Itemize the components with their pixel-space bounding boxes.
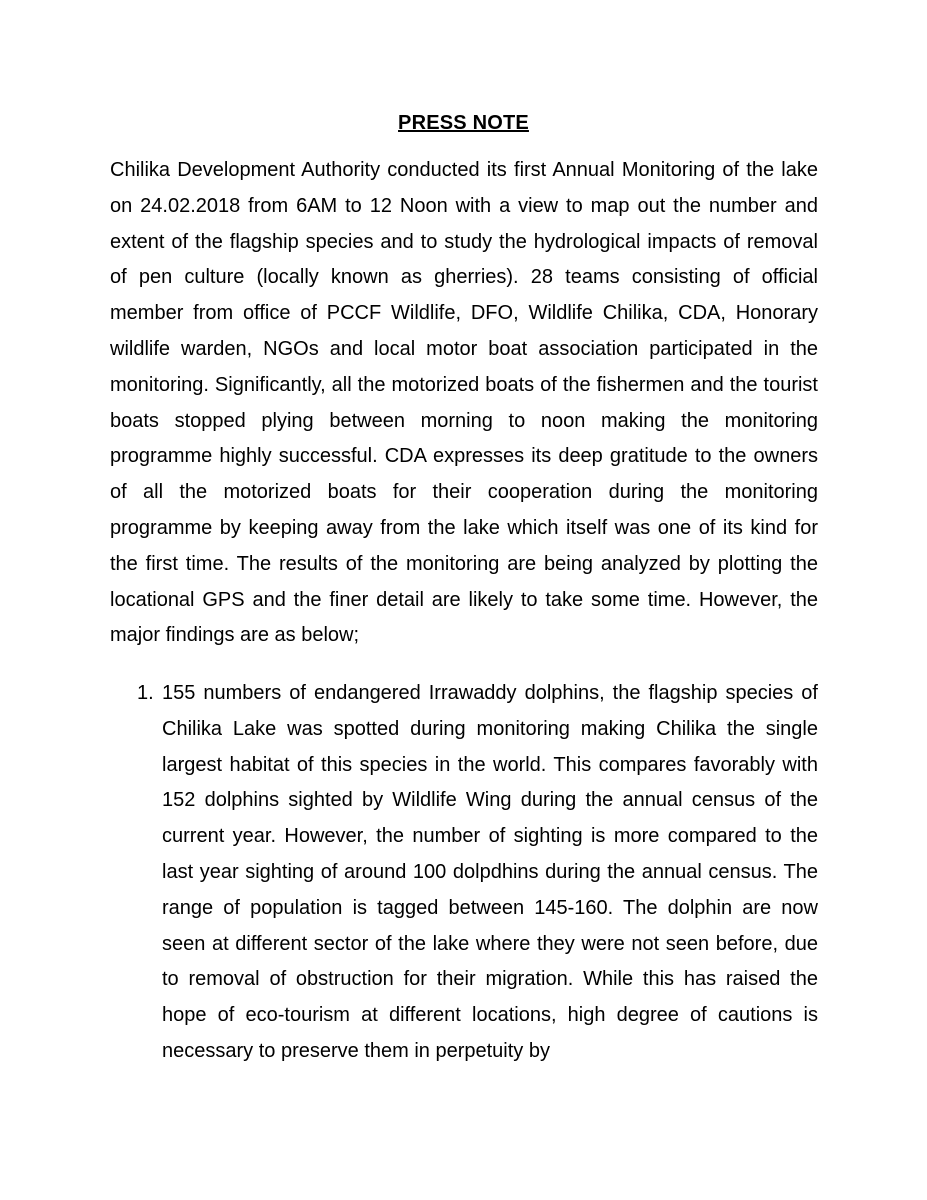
intro-paragraph: Chilika Development Authority conducted its first Annual Monitoring of the lake on 24.02.2018 from 6AM to 12 Noon with a view to map out the number and extent of the flagship species and to study the hydrological impacts of removal of pen culture (locally known as gherries). 28 teams consisting of official member from office of PCCF Wildlife, DFO, Wildlife Chilika, CDA, Honorary wildlife warden, NGOs and local motor boat association participated in the monitoring. Significantly, all the motorized boats of the fishermen and the tourist boats stopped plying between morning to noon making the monitoring programme highly successful. CDA expresses its deep gratitude to the owners of all the motorized boats for their cooperation during the monitoring programme by keeping away from the lake which itself was one of its kind for the first time. The results of the monitoring are being analyzed by plotting the locational GPS and the finer detail are likely to take some time. However, the major findings are as below; [110,159,818,647]
findings-list [110,676,818,1070]
list-item [110,676,818,1070]
list-item-text: 155 numbers of endangered Irrawaddy dolphins, the flagship species of Chilika Lake was spotted during monitoring making Chilika the single largest habitat of this species in the world. This compares favorably with 152 dolphins sighted by Wildlife Wing during the annual census of the current year. However, the number of sighting is more compared to the last year sighting of around 100 dolpdhins during the annual census. The range of population is tagged between 145-160. The dolphin are now seen at different sector of the lake where they were not seen before, due to removal of obstruction for their migration. While this has raised the hope of eco-tourism at different locations, high degree of cautions is necessary to preserve them in perpetuity by [162,682,818,1062]
page-title: PRESS NOTE [398,112,529,134]
list-item-number: 1. [137,682,154,704]
